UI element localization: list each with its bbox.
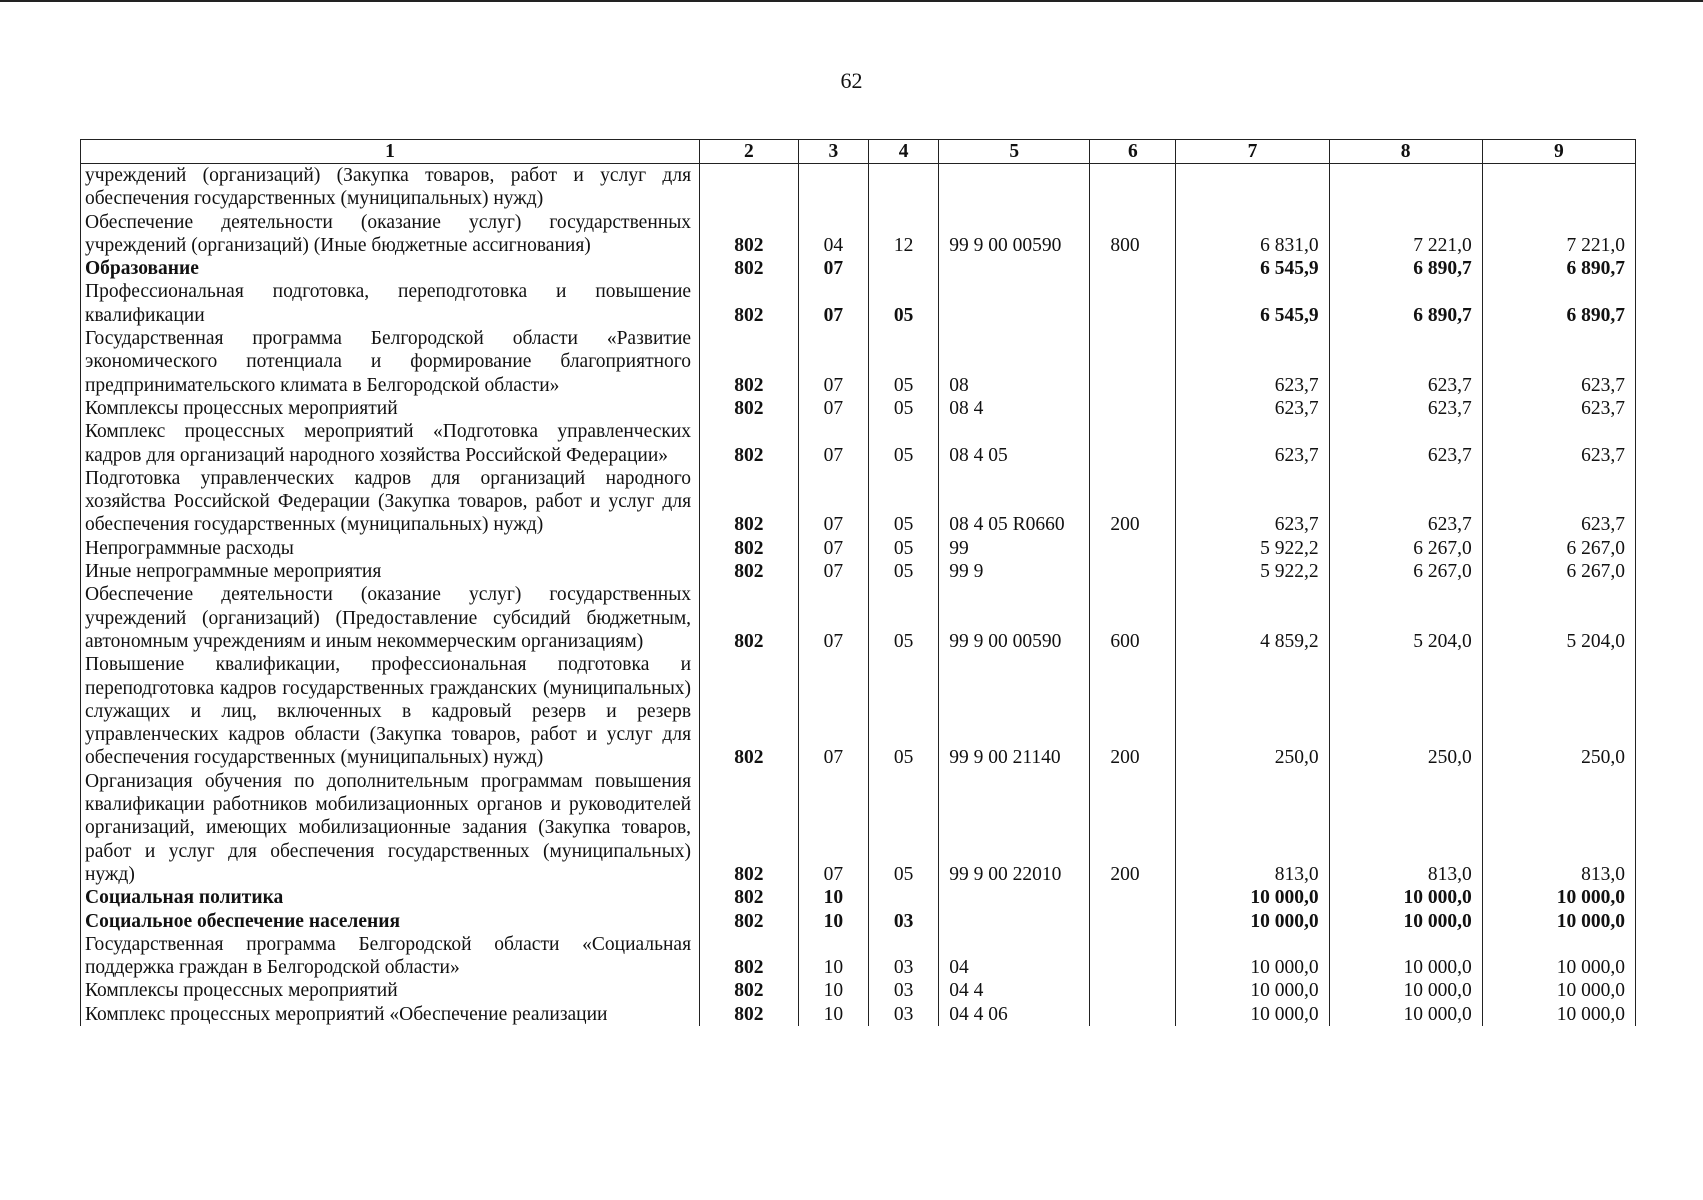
row-subsection-cell: 05 xyxy=(868,560,938,583)
row-expense-type-cell xyxy=(1090,420,1176,467)
row-ved-cell: 802 xyxy=(700,560,799,583)
row-ved-cell: 802 xyxy=(700,420,799,467)
table-row xyxy=(81,560,1636,583)
row-ved-cell: 802 xyxy=(700,211,799,258)
table-row xyxy=(81,257,1636,280)
row-amount-col9-cell: 250,0 xyxy=(1482,653,1635,769)
row-section-cell: 10 xyxy=(798,910,868,933)
row-ved-cell: 802 xyxy=(700,327,799,397)
row-ved-cell xyxy=(700,164,799,211)
row-amount-col8-cell: 5 204,0 xyxy=(1329,583,1482,653)
row-section-cell: 10 xyxy=(798,1003,868,1026)
row-amount-col8-cell: 10 000,0 xyxy=(1329,1003,1482,1026)
row-expense-type-cell: 200 xyxy=(1090,770,1176,886)
row-subsection-cell: 05 xyxy=(868,770,938,886)
row-expense-type-cell: 800 xyxy=(1090,211,1176,258)
row-ved-cell: 802 xyxy=(700,537,799,560)
header-col-4: 4 xyxy=(868,140,938,164)
row-subsection-cell xyxy=(868,257,938,280)
row-section-cell: 07 xyxy=(798,560,868,583)
row-ved-cell: 802 xyxy=(700,1003,799,1026)
table-body xyxy=(81,164,1636,1026)
row-expense-type-cell xyxy=(1090,933,1176,980)
row-amount-col9-cell: 10 000,0 xyxy=(1482,1003,1635,1026)
row-name-cell: Государственная программа Белгородской области «Социальная поддержка граждан в Белгородской области» xyxy=(81,933,700,980)
row-name-cell: Образование xyxy=(81,257,700,280)
row-amount-col7-cell: 10 000,0 xyxy=(1176,886,1329,909)
row-amount-col7-cell xyxy=(1176,164,1329,211)
row-amount-col8-cell xyxy=(1329,164,1482,211)
row-expense-type-cell xyxy=(1090,910,1176,933)
row-amount-col7-cell: 623,7 xyxy=(1176,327,1329,397)
row-target-article-cell xyxy=(939,257,1090,280)
table-row xyxy=(81,420,1636,467)
row-ved-cell: 802 xyxy=(700,979,799,1002)
row-amount-col7-cell: 6 545,9 xyxy=(1176,280,1329,327)
row-amount-col8-cell: 10 000,0 xyxy=(1329,933,1482,980)
row-amount-col7-cell: 10 000,0 xyxy=(1176,933,1329,980)
row-amount-col9-cell: 6 267,0 xyxy=(1482,537,1635,560)
row-subsection-cell: 05 xyxy=(868,280,938,327)
row-amount-col8-cell: 7 221,0 xyxy=(1329,211,1482,258)
row-ved-cell: 802 xyxy=(700,583,799,653)
row-amount-col8-cell: 10 000,0 xyxy=(1329,979,1482,1002)
row-name-cell: Подготовка управленческих кадров для организаций народного хозяйства Российской Федерации (Закупка товаров, работ и услуг для обеспечения государственных (муниципальных) нужд) xyxy=(81,467,700,537)
row-amount-col7-cell: 623,7 xyxy=(1176,420,1329,467)
row-expense-type-cell xyxy=(1090,979,1176,1002)
row-amount-col8-cell: 6 267,0 xyxy=(1329,537,1482,560)
row-expense-type-cell xyxy=(1090,560,1176,583)
row-subsection-cell xyxy=(868,886,938,909)
row-name-cell: Государственная программа Белгородской области «Развитие экономического потенциала и формирование благоприятного предпринимательского климата в Белгородской области» xyxy=(81,327,700,397)
row-amount-col8-cell: 623,7 xyxy=(1329,420,1482,467)
row-amount-col9-cell: 623,7 xyxy=(1482,420,1635,467)
row-amount-col9-cell: 10 000,0 xyxy=(1482,979,1635,1002)
row-subsection-cell: 05 xyxy=(868,537,938,560)
row-amount-col8-cell: 10 000,0 xyxy=(1329,910,1482,933)
row-subsection-cell xyxy=(868,164,938,211)
header-col-6: 6 xyxy=(1090,140,1176,164)
header-col-8: 8 xyxy=(1329,140,1482,164)
row-amount-col9-cell: 10 000,0 xyxy=(1482,886,1635,909)
row-expense-type-cell: 200 xyxy=(1090,653,1176,769)
row-amount-col8-cell: 623,7 xyxy=(1329,467,1482,537)
row-name-cell: Комплекс процессных мероприятий «Обеспечение реализации xyxy=(81,1003,700,1026)
row-amount-col8-cell: 623,7 xyxy=(1329,327,1482,397)
table-row xyxy=(81,886,1636,909)
row-expense-type-cell xyxy=(1090,1003,1176,1026)
row-ved-cell: 802 xyxy=(700,397,799,420)
row-subsection-cell: 05 xyxy=(868,653,938,769)
row-expense-type-cell xyxy=(1090,327,1176,397)
row-name-cell: Комплексы процессных мероприятий xyxy=(81,397,700,420)
row-amount-col9-cell: 7 221,0 xyxy=(1482,211,1635,258)
row-expense-type-cell xyxy=(1090,397,1176,420)
row-subsection-cell: 12 xyxy=(868,211,938,258)
row-subsection-cell: 05 xyxy=(868,467,938,537)
row-amount-col9-cell xyxy=(1482,164,1635,211)
row-amount-col7-cell: 5 922,2 xyxy=(1176,537,1329,560)
row-amount-col7-cell: 10 000,0 xyxy=(1176,979,1329,1002)
row-name-cell: Профессиональная подготовка, переподготовка и повышение квалификации xyxy=(81,280,700,327)
row-amount-col7-cell: 4 859,2 xyxy=(1176,583,1329,653)
row-target-article-cell: 08 xyxy=(939,327,1090,397)
row-ved-cell: 802 xyxy=(700,886,799,909)
header-col-9: 9 xyxy=(1482,140,1635,164)
row-section-cell: 07 xyxy=(798,257,868,280)
row-section-cell: 07 xyxy=(798,420,868,467)
row-target-article-cell: 08 4 05 xyxy=(939,420,1090,467)
row-name-cell: Социальная политика xyxy=(81,886,700,909)
header-col-1: 1 xyxy=(81,140,700,164)
row-section-cell: 10 xyxy=(798,933,868,980)
row-amount-col7-cell: 6 545,9 xyxy=(1176,257,1329,280)
row-section-cell: 07 xyxy=(798,327,868,397)
table-row xyxy=(81,164,1636,211)
row-section-cell: 07 xyxy=(798,537,868,560)
row-target-article-cell: 99 xyxy=(939,537,1090,560)
table-row xyxy=(81,327,1636,397)
table-row xyxy=(81,933,1636,980)
table-header-row xyxy=(81,140,1636,164)
table-row xyxy=(81,1003,1636,1026)
row-amount-col7-cell: 623,7 xyxy=(1176,397,1329,420)
row-subsection-cell: 03 xyxy=(868,1003,938,1026)
page-number: 62 xyxy=(840,68,863,93)
row-amount-col9-cell: 5 204,0 xyxy=(1482,583,1635,653)
row-name-cell: Иные непрограммные мероприятия xyxy=(81,560,700,583)
table-row xyxy=(81,770,1636,886)
table-row xyxy=(81,537,1636,560)
row-expense-type-cell xyxy=(1090,280,1176,327)
row-amount-col8-cell: 813,0 xyxy=(1329,770,1482,886)
row-amount-col7-cell: 250,0 xyxy=(1176,653,1329,769)
row-ved-cell: 802 xyxy=(700,933,799,980)
row-target-article-cell: 99 9 00 21140 xyxy=(939,653,1090,769)
row-target-article-cell: 99 9 xyxy=(939,560,1090,583)
row-expense-type-cell: 600 xyxy=(1090,583,1176,653)
row-name-cell: учреждений (организаций) (Закупка товаров, работ и услуг для обеспечения государственных (муниципальных) нужд) xyxy=(81,164,700,211)
row-name-cell: Обеспечение деятельности (оказание услуг) государственных учреждений (организаций) (Иные бюджетные ассигнования) xyxy=(81,211,700,258)
table-row xyxy=(81,910,1636,933)
row-amount-col8-cell: 6 267,0 xyxy=(1329,560,1482,583)
row-subsection-cell: 03 xyxy=(868,979,938,1002)
row-target-article-cell: 99 9 00 00590 xyxy=(939,211,1090,258)
row-ved-cell: 802 xyxy=(700,467,799,537)
row-name-cell: Обеспечение деятельности (оказание услуг) государственных учреждений (организаций) (Предоставление субсидий бюджетным, автономным учреждениям и иным некоммерческим организациям) xyxy=(81,583,700,653)
row-name-cell: Социальное обеспечение населения xyxy=(81,910,700,933)
row-target-article-cell: 08 4 xyxy=(939,397,1090,420)
row-amount-col7-cell: 5 922,2 xyxy=(1176,560,1329,583)
row-section-cell: 10 xyxy=(798,979,868,1002)
budget-table xyxy=(80,139,1636,1026)
row-ved-cell: 802 xyxy=(700,910,799,933)
row-target-article-cell xyxy=(939,886,1090,909)
row-expense-type-cell xyxy=(1090,164,1176,211)
row-amount-col9-cell: 623,7 xyxy=(1482,327,1635,397)
row-section-cell: 04 xyxy=(798,211,868,258)
row-subsection-cell: 05 xyxy=(868,327,938,397)
row-name-cell: Комплексы процессных мероприятий xyxy=(81,979,700,1002)
row-section-cell: 07 xyxy=(798,653,868,769)
row-amount-col7-cell: 10 000,0 xyxy=(1176,910,1329,933)
row-section-cell: 10 xyxy=(798,886,868,909)
row-amount-col8-cell: 623,7 xyxy=(1329,397,1482,420)
row-amount-col7-cell: 10 000,0 xyxy=(1176,1003,1329,1026)
row-amount-col9-cell: 623,7 xyxy=(1482,397,1635,420)
row-amount-col8-cell: 6 890,7 xyxy=(1329,280,1482,327)
row-target-article-cell: 04 xyxy=(939,933,1090,980)
table-row xyxy=(81,979,1636,1002)
row-amount-col9-cell: 6 890,7 xyxy=(1482,257,1635,280)
row-subsection-cell: 05 xyxy=(868,397,938,420)
row-name-cell: Комплекс процессных мероприятий «Подготовка управленческих кадров для организаций народного хозяйства Российской Федерации» xyxy=(81,420,700,467)
row-ved-cell: 802 xyxy=(700,653,799,769)
row-expense-type-cell xyxy=(1090,886,1176,909)
row-section-cell: 07 xyxy=(798,467,868,537)
row-section-cell: 07 xyxy=(798,397,868,420)
row-amount-col9-cell: 813,0 xyxy=(1482,770,1635,886)
row-target-article-cell: 04 4 06 xyxy=(939,1003,1090,1026)
row-expense-type-cell xyxy=(1090,257,1176,280)
row-ved-cell: 802 xyxy=(700,280,799,327)
row-section-cell: 07 xyxy=(798,583,868,653)
row-name-cell: Непрограммные расходы xyxy=(81,537,700,560)
row-target-article-cell: 08 4 05 R0660 xyxy=(939,467,1090,537)
row-name-cell: Повышение квалификации, профессиональная подготовка и переподготовка кадров государственных гражданских (муниципальных) служащих и лиц, включенных в кадровый резерв и резерв управленческих кадров области (Закупка товаров, работ и услуг для обеспечения государственных (муниципальных) нужд) xyxy=(81,653,700,769)
row-name-cell: Организация обучения по дополнительным программам повышения квалификации работников мобилизационных органов и руководителей организаций, имеющих мобилизационные задания (Закупка товаров, работ и услуг для обеспечения государственных (муниципальных) нужд) xyxy=(81,770,700,886)
row-amount-col7-cell: 6 831,0 xyxy=(1176,211,1329,258)
table-row xyxy=(81,397,1636,420)
row-ved-cell: 802 xyxy=(700,770,799,886)
row-target-article-cell: 99 9 00 00590 xyxy=(939,583,1090,653)
table-row xyxy=(81,653,1636,769)
row-amount-col8-cell: 10 000,0 xyxy=(1329,886,1482,909)
row-amount-col8-cell: 6 890,7 xyxy=(1329,257,1482,280)
table-row xyxy=(81,467,1636,537)
header-col-2: 2 xyxy=(700,140,799,164)
header-col-5: 5 xyxy=(939,140,1090,164)
row-section-cell: 07 xyxy=(798,770,868,886)
row-expense-type-cell xyxy=(1090,537,1176,560)
top-border-line xyxy=(0,0,1703,2)
row-amount-col9-cell: 10 000,0 xyxy=(1482,933,1635,980)
row-target-article-cell xyxy=(939,164,1090,211)
row-section-cell xyxy=(798,164,868,211)
row-amount-col9-cell: 623,7 xyxy=(1482,467,1635,537)
row-amount-col9-cell: 10 000,0 xyxy=(1482,910,1635,933)
header-col-7: 7 xyxy=(1176,140,1329,164)
row-subsection-cell: 05 xyxy=(868,583,938,653)
row-ved-cell: 802 xyxy=(700,257,799,280)
table-row xyxy=(81,583,1636,653)
row-amount-col9-cell: 6 890,7 xyxy=(1482,280,1635,327)
table-row xyxy=(81,211,1636,258)
row-amount-col7-cell: 623,7 xyxy=(1176,467,1329,537)
table-row xyxy=(81,280,1636,327)
row-section-cell: 07 xyxy=(798,280,868,327)
row-expense-type-cell: 200 xyxy=(1090,467,1176,537)
row-subsection-cell: 05 xyxy=(868,420,938,467)
row-subsection-cell: 03 xyxy=(868,933,938,980)
row-amount-col9-cell: 6 267,0 xyxy=(1482,560,1635,583)
row-target-article-cell: 99 9 00 22010 xyxy=(939,770,1090,886)
row-target-article-cell: 04 4 xyxy=(939,979,1090,1002)
header-col-3: 3 xyxy=(798,140,868,164)
row-target-article-cell xyxy=(939,280,1090,327)
row-amount-col8-cell: 250,0 xyxy=(1329,653,1482,769)
row-target-article-cell xyxy=(939,910,1090,933)
row-amount-col7-cell: 813,0 xyxy=(1176,770,1329,886)
row-subsection-cell: 03 xyxy=(868,910,938,933)
